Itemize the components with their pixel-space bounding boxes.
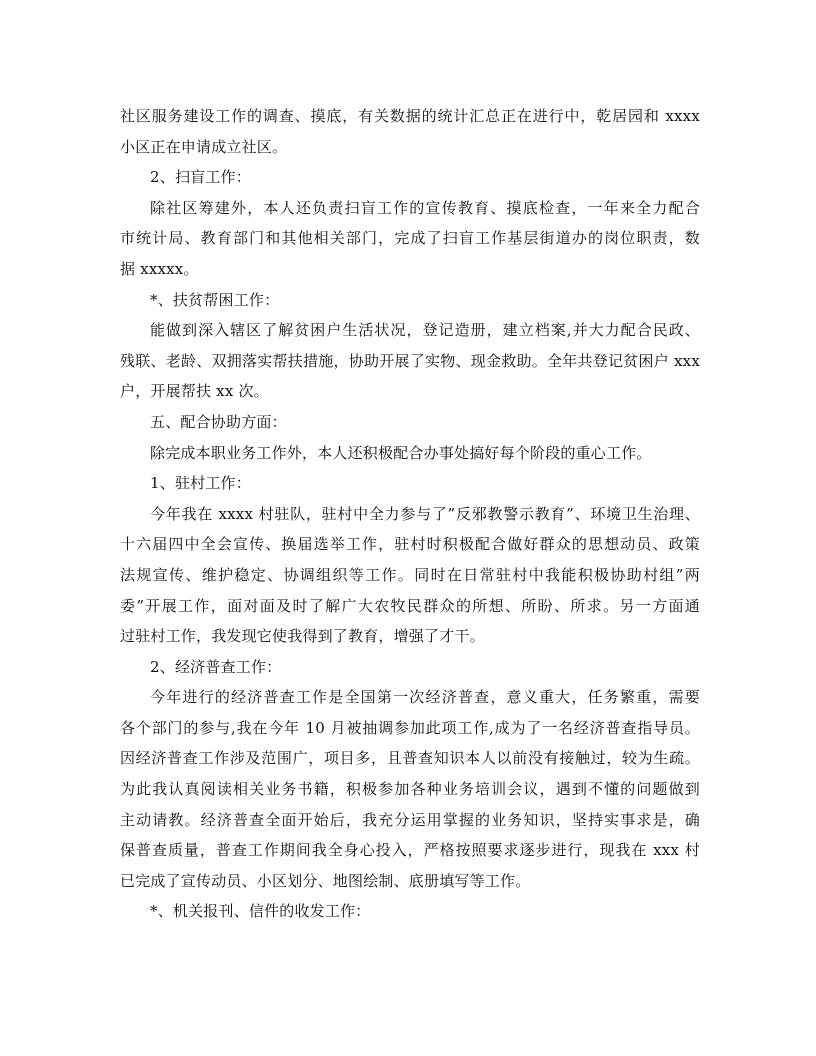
section-heading: 2、经济普查工作： bbox=[150, 657, 282, 676]
section-heading: 2、扫盲工作： bbox=[150, 168, 251, 187]
paragraph-line: 十六届四中全会宣传、换届选举工作，驻村时积极配合做好群众的思想动员、政策 bbox=[120, 535, 700, 554]
paragraph-line: 委”开展工作，面对面及时了解广大农牧民群众的所想、所盼、所求。另一方面通 bbox=[120, 596, 700, 615]
paragraph-line: 户，开展帮扶 xx 次。 bbox=[120, 382, 269, 401]
paragraph-line: 能做到深入辖区了解贫困户生活状况，登记造册，建立档案,并大力配合民政、 bbox=[150, 321, 700, 340]
paragraph-line: 今年我在 xxxx 村驻队，驻村中全力参与了”反邪教警示教育”、环境卫生治理、 bbox=[150, 504, 700, 523]
paragraph-line: 过驻村工作，我发现它使我得到了教育，增强了才干。 bbox=[120, 627, 485, 646]
paragraph-line: 各个部门的参与,我在今年 10 月被抽调参加此项工作,成为了一名经济普查指导员。 bbox=[120, 718, 700, 737]
paragraph-line: 因经济普查工作涉及范围广，项目多，且普查知识本人以前没有接触过，较为生疏。 bbox=[120, 749, 700, 768]
section-heading: *、机关报刊、信件的收发工作： bbox=[150, 902, 371, 921]
paragraph-line: 为此我认真阅读相关业务书籍，积极参加各种业务培训会议，遇到不懂的问题做到 bbox=[120, 780, 700, 799]
paragraph-line: 今年进行的经济普查工作是全国第一次经济普查，意义重大，任务繁重，需要 bbox=[150, 688, 700, 707]
document-body bbox=[120, 101, 700, 927]
section-heading: 五、配合协助方面： bbox=[150, 412, 287, 431]
paragraph-line: 保普查质量，普查工作期间我全身心投入，严格按照要求逐步进行，现我在 xxx 村 bbox=[120, 841, 700, 860]
paragraph-line: 据 xxxxx。 bbox=[120, 259, 199, 278]
paragraph-line: 市统计局、教育部门和其他相关部门，完成了扫盲工作基层街道办的岗位职责，数 bbox=[120, 229, 700, 248]
section-heading: *、扶贫帮困工作： bbox=[150, 290, 280, 309]
paragraph-line: 主动请教。经济普查全面开始后，我充分运用掌握的业务知识，坚持实事求是，确 bbox=[120, 810, 700, 829]
paragraph-line: 残联、老龄、双拥落实帮扶措施，协助开展了实物、现金救助。全年共登记贫困户 xxx bbox=[120, 351, 700, 370]
paragraph-line: 社区服务建设工作的调查、摸底，有关数据的统计汇总正在进行中，乾居园和 xxxx bbox=[120, 107, 700, 125]
paragraph-line: 除完成本职业务工作外，本人还积极配合办事处搞好每个阶段的重心工作。 bbox=[150, 443, 652, 462]
paragraph-line: 小区正在申请成立社区。 bbox=[120, 137, 288, 156]
section-heading: 1、驻村工作： bbox=[150, 474, 251, 493]
paragraph-line: 除社区筹建外，本人还负责扫盲工作的宣传教育、摸底检查，一年来全力配合 bbox=[150, 198, 700, 217]
paragraph-line: 已完成了宣传动员、小区划分、地图绘制、底册填写等工作。 bbox=[120, 871, 531, 890]
paragraph-line: 法规宣传、维护稳定、协调组织等工作。同时在日常驻村中我能积极协助村组”两 bbox=[120, 565, 700, 584]
